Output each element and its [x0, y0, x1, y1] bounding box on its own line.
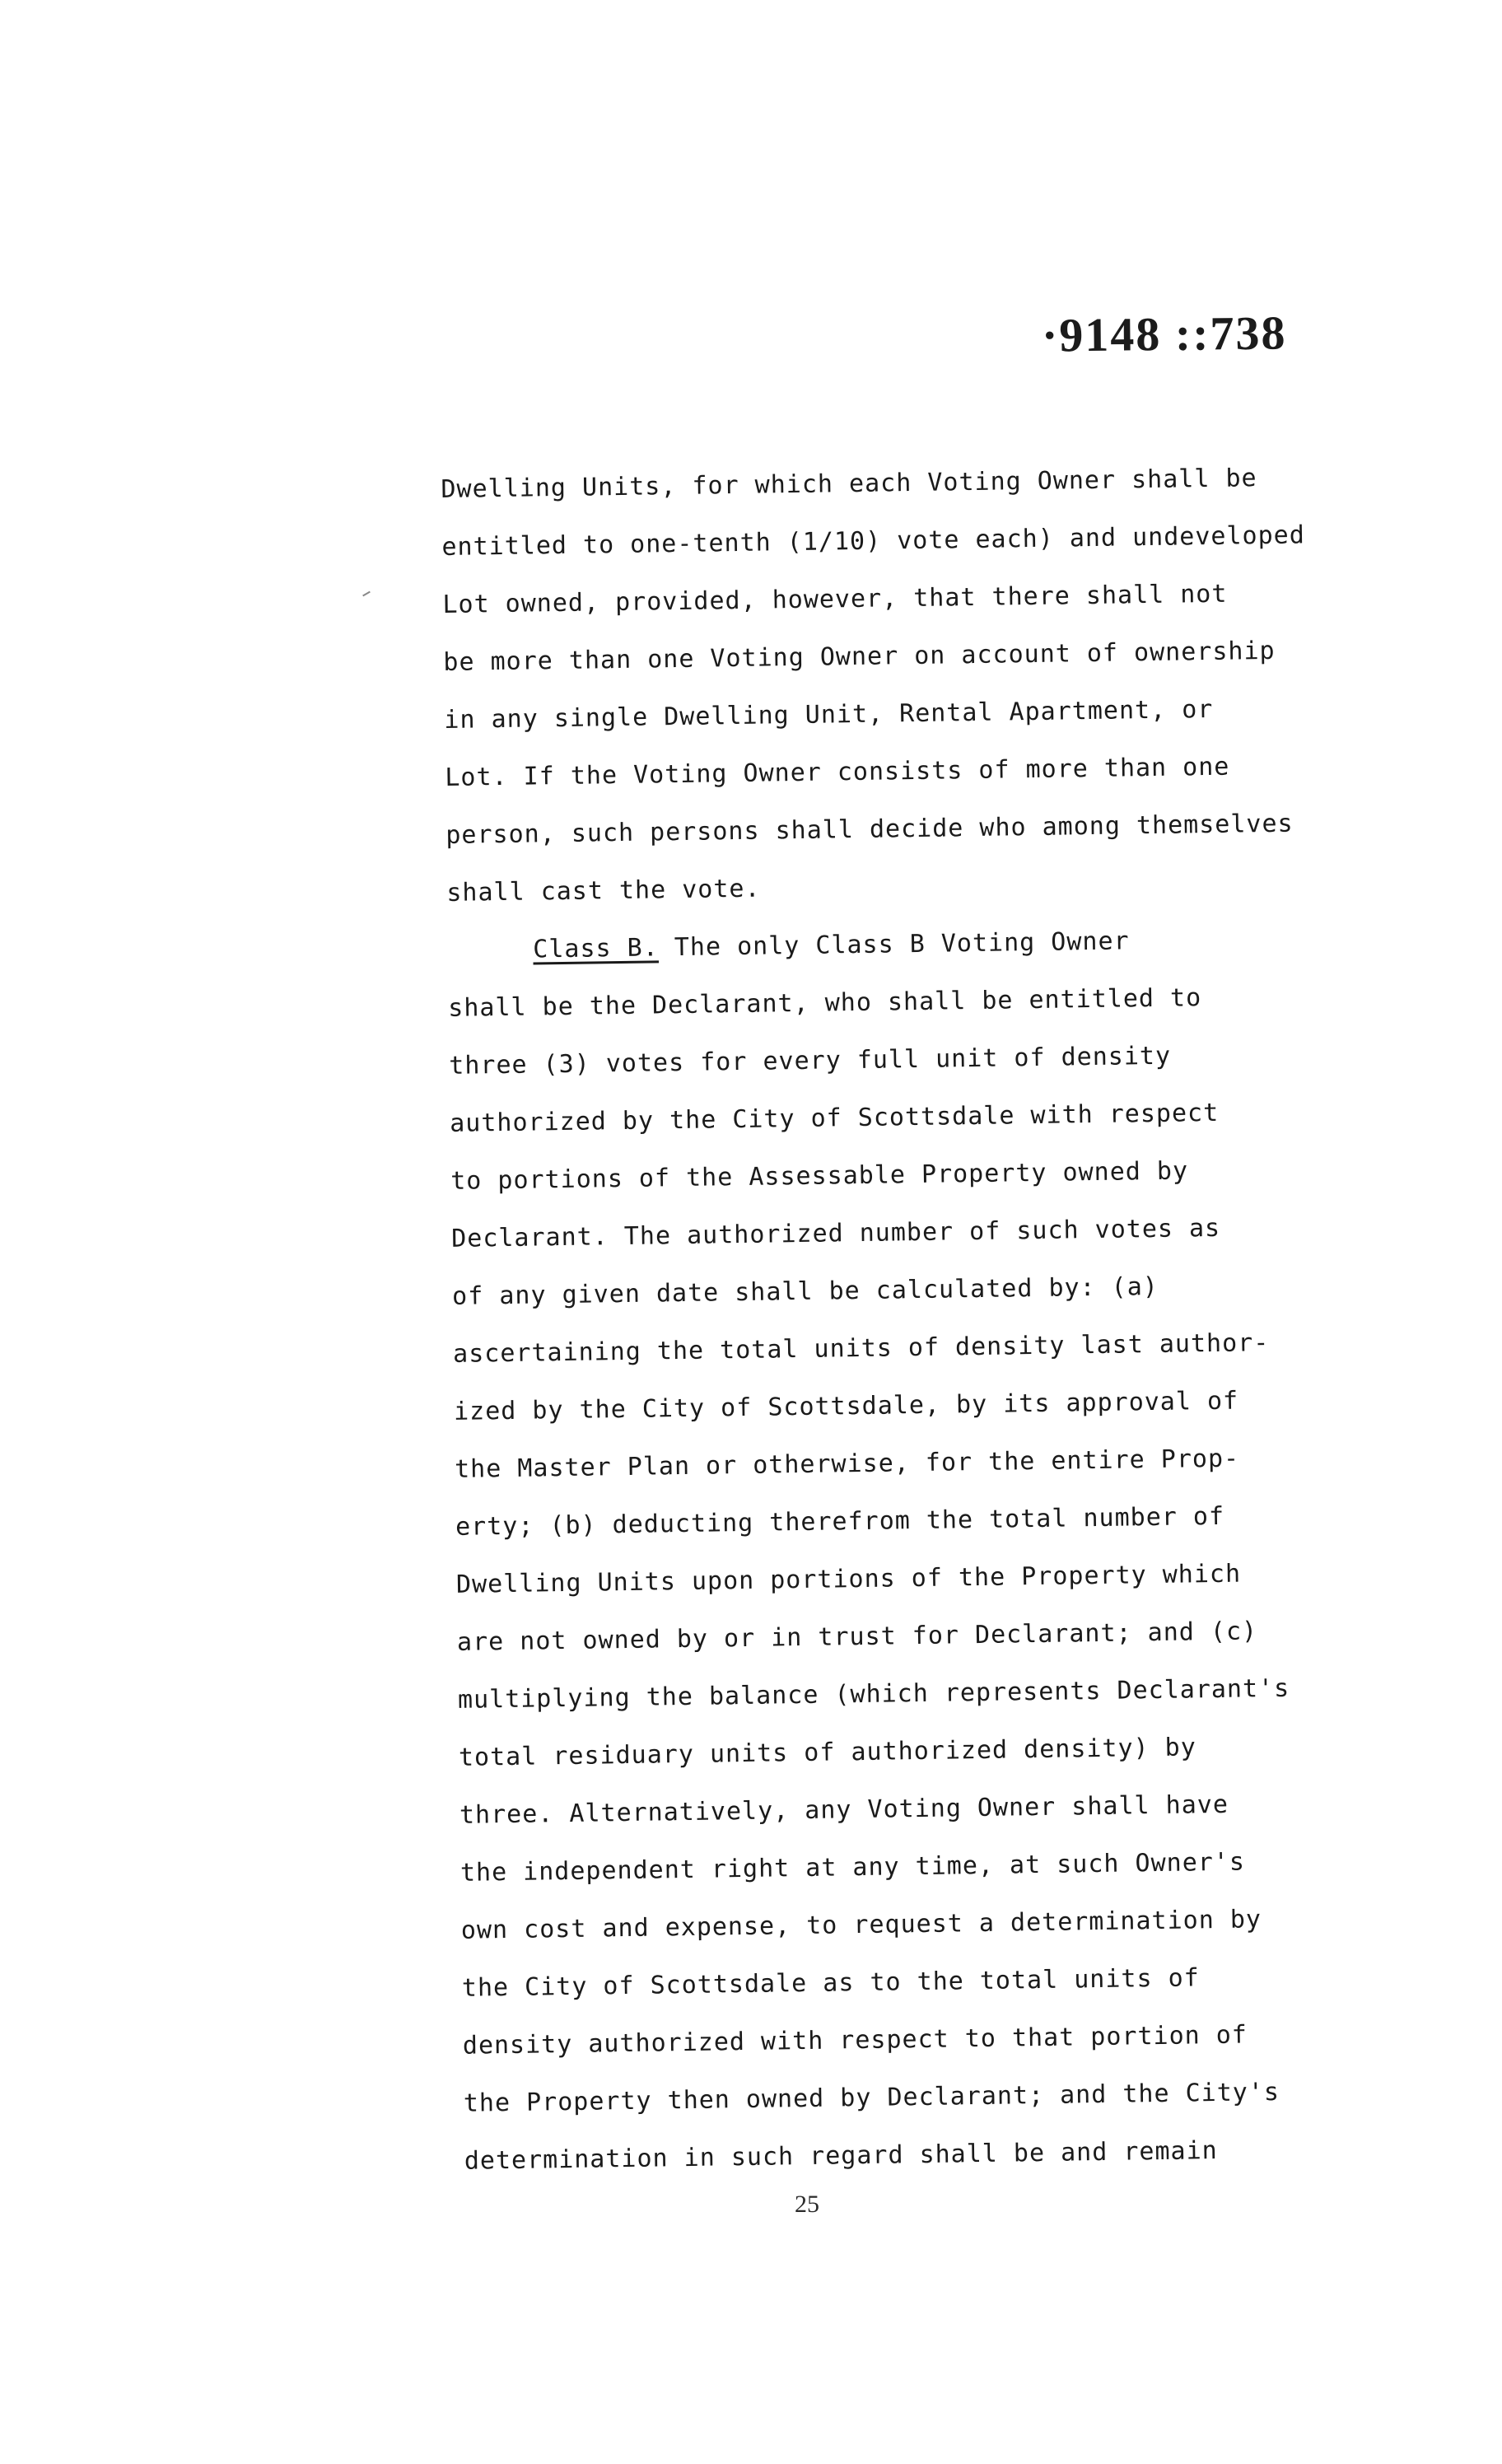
- text-line: be more than one Voting Owner on account of ownership: [443, 636, 1276, 677]
- text-line: erty; (b) deducting therefrom the total number of: [455, 1501, 1225, 1542]
- page-text-block: [441, 447, 1453, 2191]
- class-b-first-line: The only Class B Voting Owner: [658, 926, 1130, 963]
- text-line: ized by the City of Scottsdale, by its approval of: [453, 1386, 1239, 1426]
- text-line: to portions of the Assessable Property owned by: [450, 1156, 1189, 1196]
- text-line: entitled to one-tenth (1/10) vote each) and undeveloped: [441, 520, 1305, 562]
- text-line: the Master Plan or otherwise, for the entire Prop-: [454, 1444, 1240, 1484]
- text-line: three (3) votes for every full unit of density: [449, 1041, 1172, 1080]
- text-line: person, such persons shall decide who among themselves: [445, 809, 1294, 850]
- text-line: Dwelling Units, for which each Voting Owner shall be: [441, 464, 1257, 504]
- text-line: Declarant. The authorized number of such votes as: [450, 1213, 1221, 1253]
- text-line: in any single Dwelling Unit, Rental Apartment, or: [444, 694, 1214, 735]
- text-line: Lot owned, provided, however, that there shall not: [442, 579, 1228, 619]
- text-line: density authorized with respect to that portion of: [462, 2020, 1248, 2060]
- text-line: the Property then owned by Declarant; and the City's: [463, 2077, 1280, 2118]
- text-line: the City of Scottsdale as to the total units of: [461, 1963, 1200, 2003]
- margin-mark: [362, 591, 371, 597]
- text-line: shall be the Declarant, who shall be entitled to: [448, 983, 1202, 1023]
- text-line: total residuary units of authorized density) by: [458, 1733, 1197, 1772]
- text-line: determination in such regard shall be and remain: [464, 2136, 1218, 2176]
- text-line: multiplying the balance (which represents Declarant's: [457, 1673, 1290, 1715]
- text-line: own cost and expense, to request a determination by: [460, 1905, 1262, 1945]
- text-line: Dwelling Units upon portions of the Property which: [455, 1559, 1242, 1599]
- text-line: shall cast the vote.: [446, 874, 761, 908]
- text-line: of any given date shall be calculated by: (a): [451, 1272, 1159, 1311]
- document-reference-number: ·9148 ::738: [1041, 306, 1287, 362]
- class-b-heading: Class B.: [533, 933, 660, 964]
- text-line: are not owned by or in trust for Declarant; and (c): [456, 1617, 1258, 1657]
- page-number: 25: [795, 2191, 819, 2218]
- text-line: authorized by the City of Scottsdale with respect: [449, 1098, 1220, 1138]
- text-line: three. Alternatively, any Voting Owner shall have: [459, 1790, 1229, 1830]
- text-line: Lot. If the Voting Owner consists of more than one: [445, 752, 1230, 792]
- text-line: the independent right at any time, at such Owner's: [459, 1847, 1246, 1888]
- text-line: ascertaining the total units of density last author-: [452, 1328, 1270, 1369]
